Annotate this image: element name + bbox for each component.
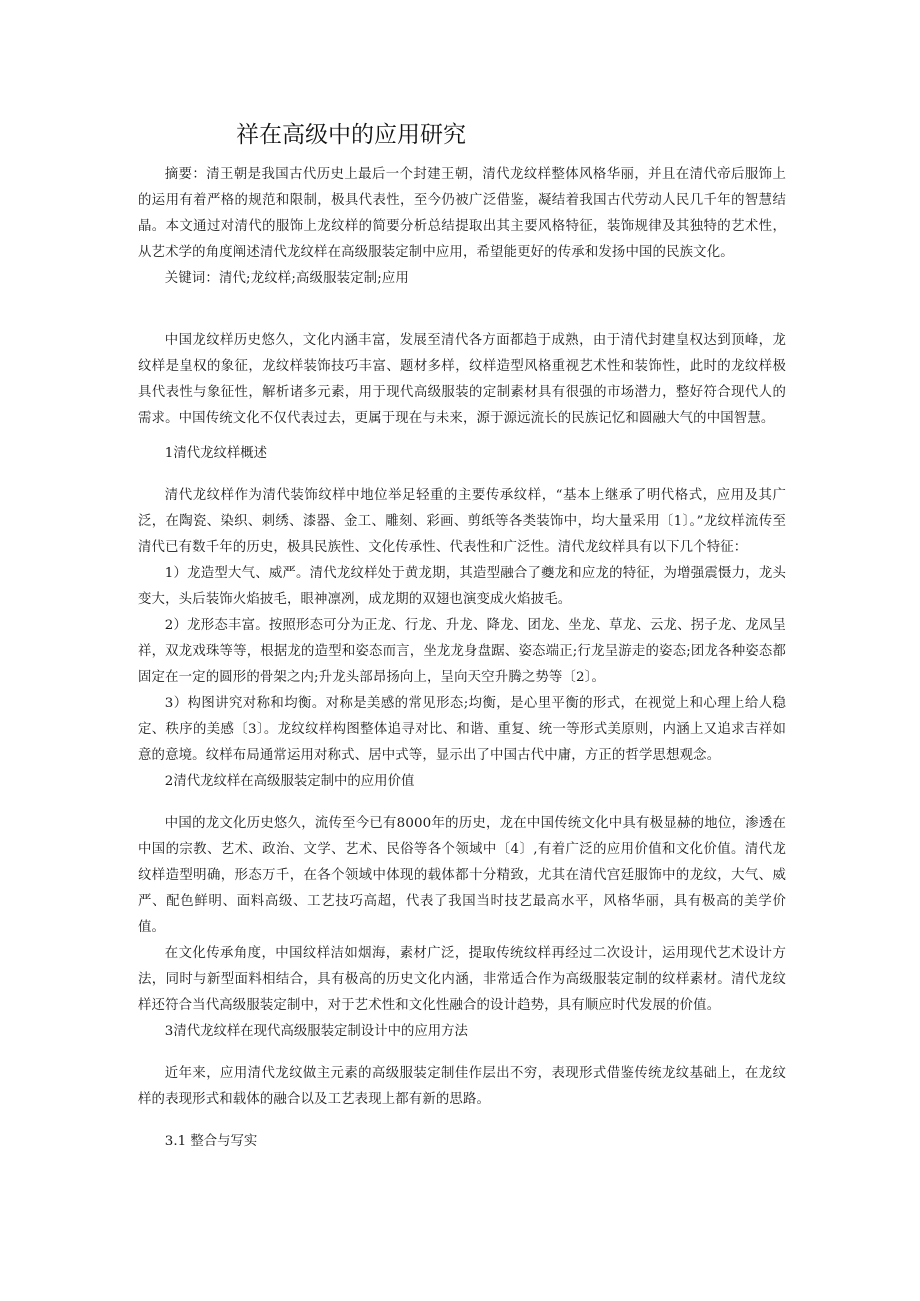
section-1-item-1: 1）龙造型大气、威严。清代龙纹样处于黄龙期，其造型融合了夔龙和应龙的特征，为增强震慑力，龙头变大，头后装饰火焰披毛，眼神凛冽，成龙期的双翅也演变成火焰披毛。: [138, 566, 786, 607]
section-3-heading: 3清代龙纹样在现代高级服装定制设计中的应用方法: [164, 1024, 468, 1039]
document-title: 祥在高级中的应用研究: [236, 122, 466, 148]
spacer: [138, 1045, 786, 1061]
spacer: [138, 795, 786, 811]
section-2-paragraph-2: 在文化传承角度，中国纹样洁如烟海，素材广泛，提取传统纹样再经过二次设计，运用现代艺术设计方法，同时与新型面料相结合，具有极高的历史文化内涵，非常适合作为高级服装定制的纹样素材。清代龙纹样还符合当代高级服装定制中，对于艺术性和文化性融合的设计趋势，具有顺应时代发展的价值。: [138, 946, 786, 1013]
section-1-item-3: 3）构图讲究对称和均衡。对称是美感的常见形态;均衡，是心里平衡的形式，在视觉上和心理上给人稳定、秩序的美感〔3〕。龙纹纹样构图整体追寻对比、和谐、重复、统一等形式美原则，内涵上又追求吉祥如意的意境。纹样布局通常运用对称式、居中式等，显示出了中国古代中庸，方正的哲学思想观念。: [138, 696, 786, 763]
keywords-line: 关键词：清代;龙纹样;高级服装定制;应用: [164, 271, 409, 286]
section-1-item-2: 2）龙形态丰富。按照形态可分为正龙、行龙、升龙、降龙、团龙、坐龙、草龙、云龙、拐子龙、龙凤呈祥，双龙戏珠等等，根据龙的造型和姿态而言，坐龙龙身盘踞、姿态端正;行龙呈游走的姿态;团龙各种姿态都固定在一定的圆形的骨架之内;升龙头部昂扬向上，呈向天空升腾之势等〔2〕。: [138, 618, 786, 685]
document-body: [138, 162, 786, 1155]
spacer: [138, 467, 786, 483]
intro-paragraph: 中国龙纹样历史悠久，文化内涵丰富，发展至清代各方面都趋于成熟，由于清代封建皇权达到顶峰，龙纹样是皇权的象征，龙纹样装饰技巧丰富、题材多样，纹样造型风格重视艺术性和装饰性，此时的龙纹样极具代表性与象征性，解析诸多元素，用于现代高级服装的定制素材具有很强的市场潜力，整好符合现代人的需求。中国传统文化不仅代表过去，更属于现在与未来，源于源远流长的民族记忆和圆融大气的中国智慧。: [138, 333, 786, 426]
spacer: [138, 432, 786, 441]
section-1-heading: 1清代龙纹样概述: [164, 446, 268, 461]
section-2-heading: 2清代龙纹样在高级服装定制中的应用价值: [164, 774, 415, 789]
section-1-paragraph: 清代龙纹样作为清代装饰纹样中地位举足轻重的主要传承纹样，“基本上继承了明代格式，应用及其广泛，在陶瓷、染织、刺绣、漆器、金工、雕刻、彩画、剪纸等各类装饰中，均大量采用〔1〕。”龙纹样流传至清代已有数千年的历史，极具民族性、文化传承性、代表性和广泛性。清代龙纹样具有以下几个特征：: [138, 488, 786, 555]
spacer: [138, 1113, 786, 1129]
section-2-paragraph-1: 中国的龙文化历史悠久，流传至今已有8000年的历史，龙在中国传统文化中具有极显赫的地位，渗透在中国的宗教、艺术、政治、文学、艺术、民俗等各个领域中〔4〕,有着广泛的应用价值和文化价值。清代龙纹样造型明确，形态万千，在各个领域中体现的载体都十分精致，尤其在清代宫廷服饰中的龙纹，大气、威严、配色鲜明、面料高级、工艺技巧高超，代表了我国当时技艺最高水平，风格华丽，具有极高的美学价值。: [138, 816, 786, 935]
section-3-paragraph: 近年来，应用清代龙纹做主元素的高级服装定制佳作层出不穷，表现形式借鉴传统龙纹基础上，在龙纹样的表现形式和载体的融合以及工艺表现上都有新的思路。: [138, 1066, 786, 1107]
spacer: [138, 292, 786, 328]
abstract-paragraph: 摘要：清王朝是我国古代历史上最后一个封建王朝，清代龙纹样整体风格华丽，并且在清代帝后服饰上的运用有着严格的规范和限制，极具代表性，至今仍被广泛借鉴，凝结着我国古代劳动人民几千年的智慧结晶。本文通过对清代的服饰上龙纹样的简要分析总结提取出其主要风格特征，装饰规律及其独特的艺术性，从艺术学的角度阐述清代龙纹样在高级服装定制中应用，希望能更好的传承和发扬中国的民族文化。: [138, 167, 786, 260]
section-3-1-heading: 3.1 整合与写实: [164, 1134, 258, 1149]
